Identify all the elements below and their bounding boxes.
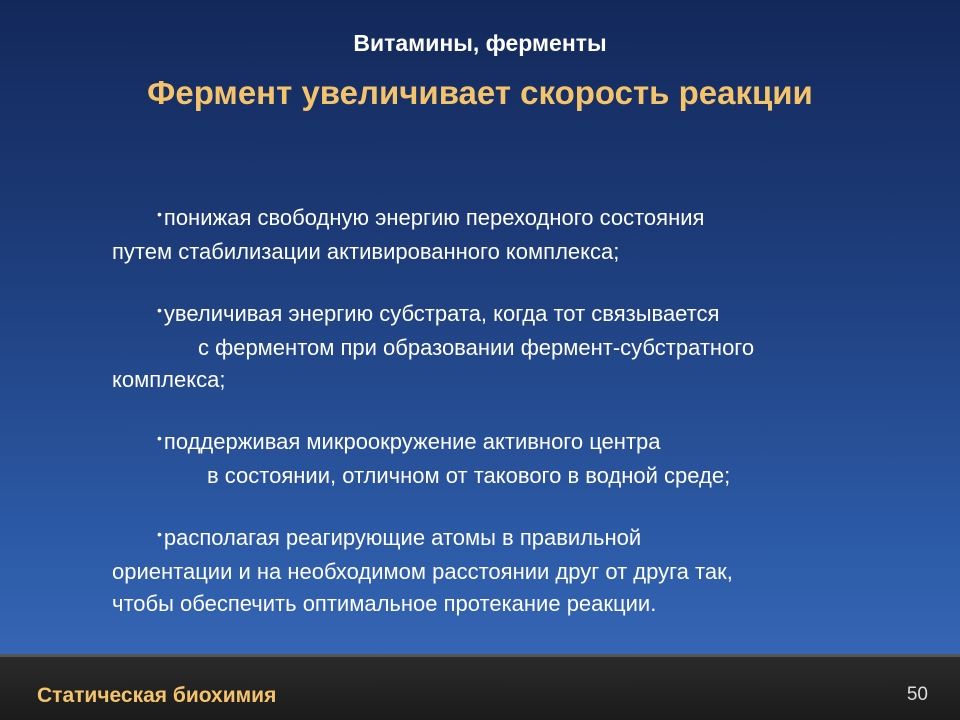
footer-label: Статическая биохимия (37, 684, 277, 707)
header-title: Витамины, ферменты (353, 30, 607, 56)
bullet-text: поддерживая микроокружение активного центра (163, 429, 661, 454)
bullet-continuation: комплекса; (112, 367, 226, 392)
bullet-list (112, 202, 882, 620)
bullet-item (112, 426, 882, 492)
bullet-continuation: в состоянии, отличном от такового в водной среде; (207, 463, 731, 488)
bullet-continuation: с ферментом при образовании фермент-субстратного (198, 335, 755, 360)
page-number: 50 (906, 684, 928, 705)
bullet-item (112, 202, 882, 268)
bullet-marker: • (157, 430, 162, 446)
bullet-item (112, 522, 882, 620)
bullet-text: понижая свободную энергию переходного состояния (163, 205, 705, 230)
bullet-first-line (112, 298, 882, 332)
bullet-continuation: ориентации и на необходимом расстоянии друг от друга так, (112, 559, 733, 584)
bullet-continuation: путем стабилизации активированного комплекса; (112, 239, 620, 264)
bullet-marker: • (157, 206, 162, 222)
bullet-first-line (112, 426, 882, 460)
bullet-continuation: чтобы обеспечить оптимальное протекание реакции. (112, 591, 657, 616)
bullet-first-line (112, 522, 882, 556)
bullet-item (112, 298, 882, 396)
bullet-first-line (112, 202, 882, 236)
bullet-marker: • (157, 526, 162, 542)
bullet-marker: • (157, 302, 162, 318)
slide-title: Фермент увеличивает скорость реакции (147, 74, 813, 111)
bullet-text: увеличивая энергию субстрата, когда тот связывается (163, 301, 720, 326)
bullet-text: располагая реагирующие атомы в правильной (163, 525, 642, 550)
